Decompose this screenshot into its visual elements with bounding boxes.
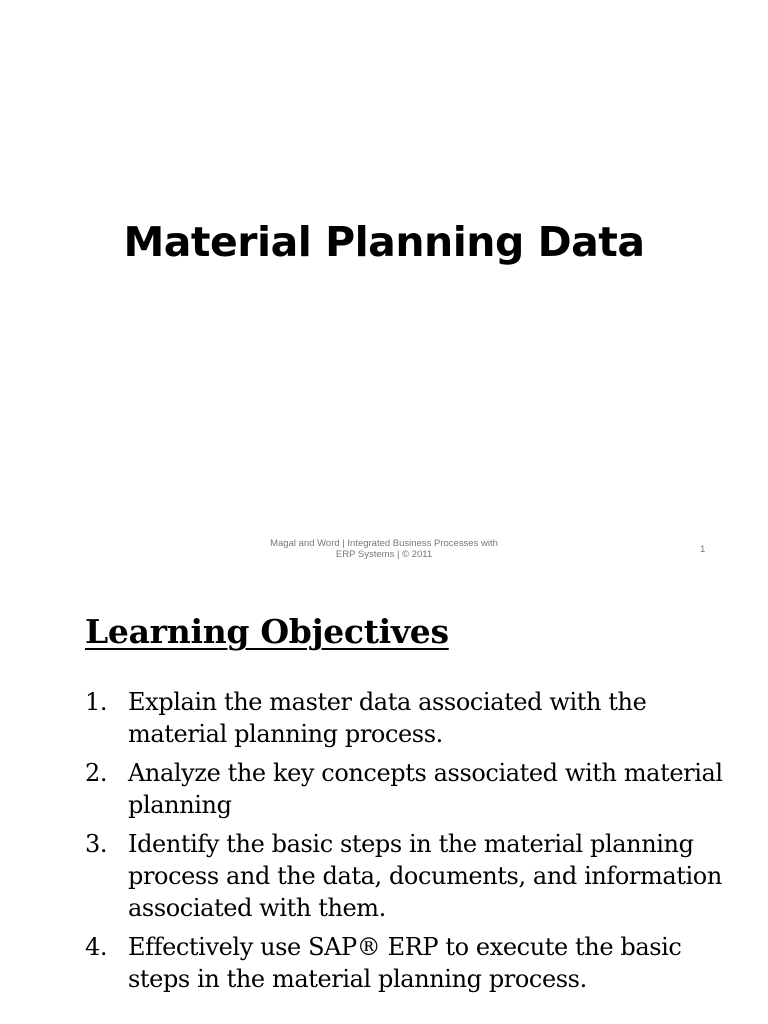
objectives-list <box>85 686 725 1002</box>
objective-number: 3. <box>85 830 108 858</box>
footer-line-2: ERP Systems | © 2011 <box>335 549 433 560</box>
learning-objectives-slide <box>0 580 768 1024</box>
slide-title: Material Planning Data <box>123 218 645 266</box>
learning-objectives-heading: Learning Objectives <box>85 612 449 651</box>
objective-item <box>85 757 725 821</box>
objective-item <box>85 931 725 995</box>
objective-text: Effectively use SAP® ERP to execute the basic steps in the material planning process. <box>128 933 682 993</box>
footer-line-1: Magal and Word | Integrated Business Processes with <box>270 538 498 549</box>
page-number: 1 <box>700 544 706 555</box>
objective-text: Analyze the key concepts associated with material planning <box>128 759 723 819</box>
objective-number: 1. <box>85 688 108 716</box>
objective-item <box>85 828 725 924</box>
objective-text: Identify the basic steps in the material planning process and the data, documents, and information associated with them. <box>128 830 722 922</box>
objective-item <box>85 686 725 750</box>
objective-number: 4. <box>85 933 108 961</box>
objective-text: Explain the master data associated with the material planning process. <box>128 688 647 748</box>
objective-number: 2. <box>85 759 108 787</box>
slide-footer <box>258 538 510 560</box>
